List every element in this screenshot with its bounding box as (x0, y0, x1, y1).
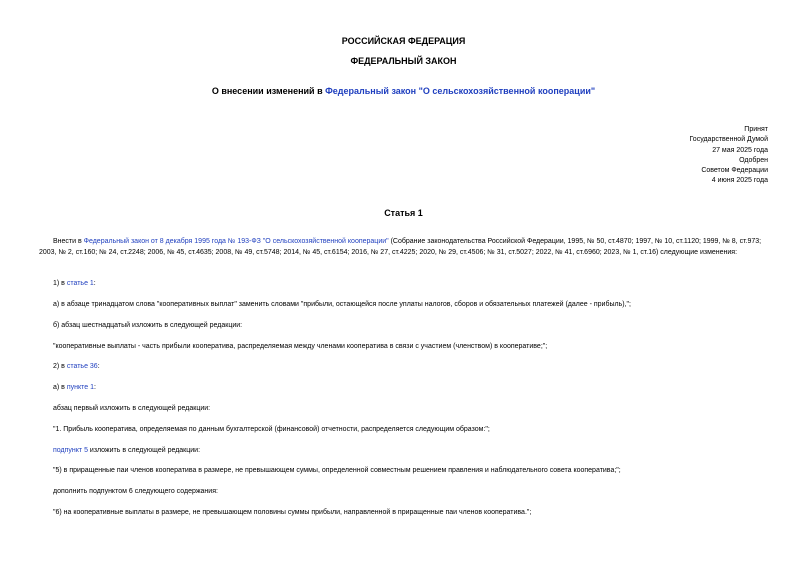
adoption-line: Одобрен (739, 156, 768, 164)
law-type-heading: ФЕДЕРАЛЬНЫЙ ЗАКОН (350, 56, 457, 66)
intro-law-link[interactable]: Федеральный закон от 8 декабря 1995 года № 193-ФЗ "О сельскохозяйственной кооперации" (83, 238, 389, 245)
item-2a-quote3: "6) на кооперативные выплаты в размере, не превышающем половины суммы прибыли, направленной в приращенные паи членов кооператива."; (53, 509, 532, 516)
item-1b-quote: "кооперативные выплаты - часть прибыли кооператива, распределяемая между членами кооператива в связи с участием (членством) в кооперативе;"; (53, 343, 548, 350)
article-1-link[interactable]: статье 1 (66, 280, 94, 287)
item-2a-text2: дополнить подпунктом 6 следующего содержания: (53, 488, 218, 495)
law-title (0, 86, 807, 97)
intro-prefix: Внести в (53, 238, 84, 245)
point-1-link[interactable]: пункте 1 (66, 384, 94, 391)
item-1-suffix: : (93, 280, 96, 287)
item-1-prefix: 1) в (53, 280, 67, 287)
adoption-line: 27 мая 2025 года (712, 146, 768, 154)
adoption-line: Государственной Думой (689, 136, 768, 144)
article-36-link[interactable]: статье 36 (66, 363, 98, 370)
item-2a-prefix: а) в (53, 384, 67, 391)
item-2 (53, 362, 767, 373)
item-2a-suffix: : (94, 384, 96, 391)
item-2a-quote2: "5) в приращенные паи членов кооператива в размере, не превышающем суммы, определенной совместным решением правления и наблюдательного совета кооператива;"; (53, 467, 621, 474)
subpoint-5-link[interactable]: подпункт 5 (53, 447, 88, 454)
item-2-prefix: 2) в (53, 363, 67, 370)
subpoint-suffix: изложить в следующей редакции: (87, 447, 201, 454)
item-1 (53, 279, 767, 290)
adoption-line: Принят (744, 126, 768, 133)
item-2a-text1: абзац первый изложить в следующей редакции: (53, 405, 211, 412)
country-heading: РОССИЙСКАЯ ФЕДЕРАЦИЯ (341, 36, 466, 46)
adoption-line: 4 июня 2025 года (711, 177, 768, 185)
law-title-link[interactable]: Федеральный закон "О сельскохозяйственной кооперации" (325, 86, 596, 96)
adoption-block (689, 125, 768, 187)
item-1a: а) в абзаце тринадцатом слова "кооперативных выплат" заменить словами "прибыли, остающейся после уплаты налогов, сборов и обязательных платежей (далее - прибыль),"; (53, 301, 631, 308)
law-title-prefix: О внесении изменений в (211, 86, 326, 96)
intro-suffix: (Собрание законодательства Российской Федерации, 1995, № 50, ст.4870; 1997, № 10, ст.1120; 1999, № 8, ст.973; 2003, № 2, ст.160; № 24, ст.2248; 2006, № 45, ст.4635; 2008, № 49, ст.5748; 2014, № 45, ст.6154; 2016, № 27, ст.4225; 2020, № 29, ст.4506; № 31, ст.5027; 2022, № 41, ст.6960; 2023, № 1, ст.16) следующие изменения: (39, 238, 762, 256)
item-2a-quote1: "1. Прибыль кооператива, определяемая по данным бухгалтерской (финансовой) отчетности, распределяется следующим образом:"; (53, 426, 490, 433)
article-intro (39, 237, 767, 258)
item-2-suffix: : (97, 363, 100, 370)
item-2a (53, 383, 767, 394)
article-heading: Статья 1 (384, 208, 423, 218)
adoption-line: Советом Федерации (701, 167, 768, 175)
item-2a-subpoint (53, 446, 767, 457)
item-1b: б) абзац шестнадцатый изложить в следующей редакции: (53, 322, 243, 329)
